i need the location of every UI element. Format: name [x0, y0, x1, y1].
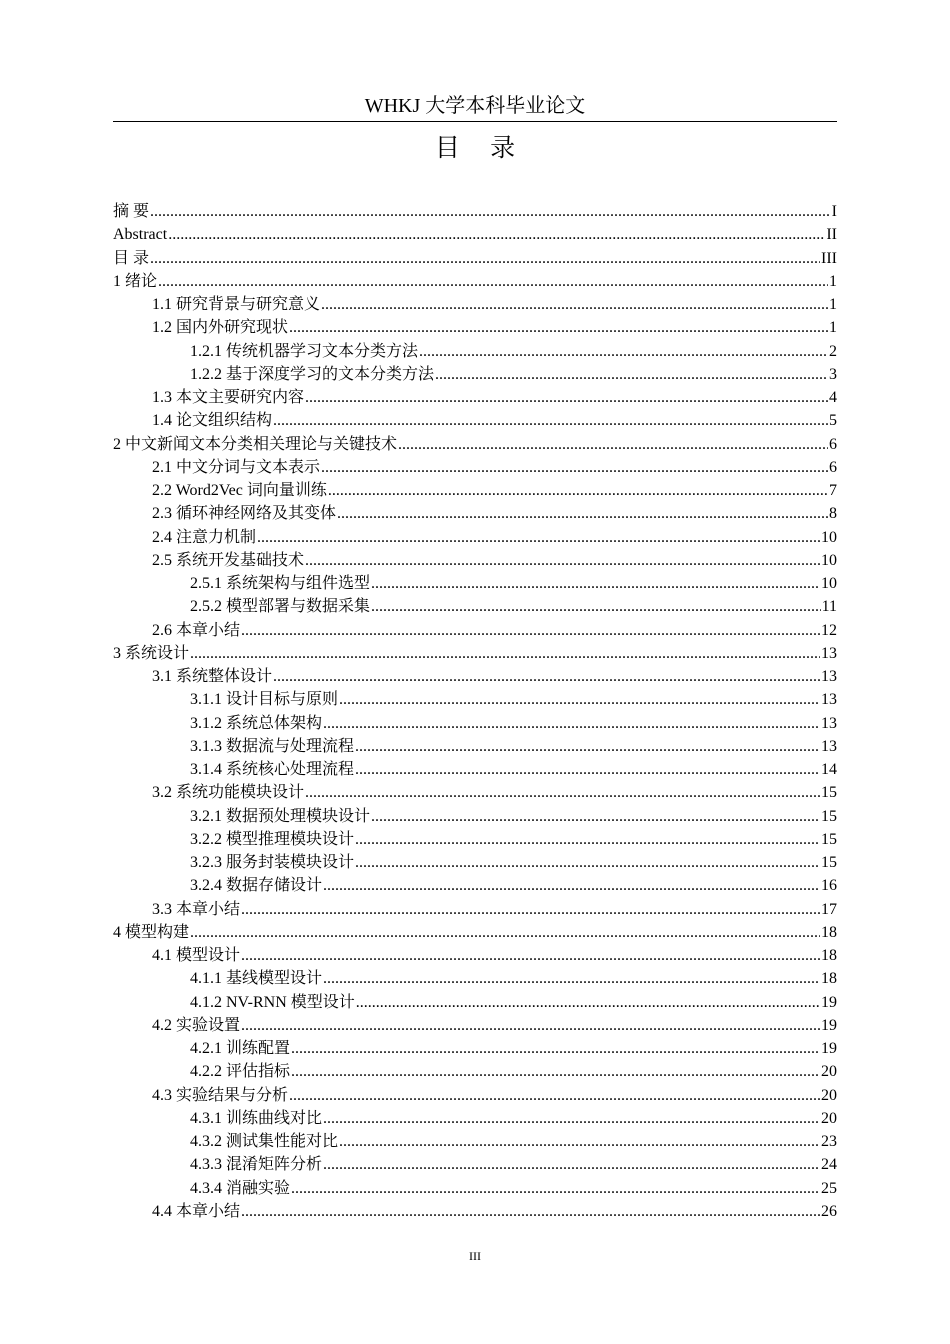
toc-entry-label: 3.2 系统功能模块设计 [152, 784, 305, 802]
toc-entry-label: Abstract [113, 226, 168, 244]
toc-entry-label: 3.3 本章小结 [152, 900, 241, 918]
toc-entry-page: 11 [821, 598, 837, 616]
toc-entry[interactable] [113, 1153, 837, 1176]
toc-entry[interactable] [113, 595, 837, 618]
toc-entry-label: 3.2.4 数据存储设计 [190, 877, 323, 895]
toc-entry[interactable] [113, 781, 837, 804]
toc-entry-label: 4.3.1 训练曲线对比 [190, 1109, 323, 1127]
toc-entry[interactable] [113, 828, 837, 851]
toc-leader-dots [289, 316, 828, 339]
toc-entry-page: 19 [821, 1040, 837, 1057]
toc-entry-label: 2.5 系统开发基础技术 [152, 551, 305, 569]
toc-leader-dots [257, 526, 820, 549]
toc-entry-page: 5 [829, 412, 837, 430]
toc-leader-dots [371, 595, 821, 618]
toc-leader-dots [150, 200, 831, 223]
toc-entry-page: 13 [821, 691, 837, 709]
toc-leader-dots [158, 270, 828, 293]
toc-entry-page: III [821, 249, 837, 267]
toc-entry-label: 2.1 中文分词与文本表示 [152, 458, 321, 476]
toc-entry[interactable] [113, 502, 837, 525]
toc-entry-label: 2.5.1 系统架构与组件选型 [190, 575, 371, 592]
toc-entry-label: 2.3 循环神经网络及其变体 [152, 505, 337, 523]
toc-leader-dots [398, 433, 828, 456]
toc-entry[interactable] [113, 619, 837, 642]
toc-leader-dots [371, 805, 820, 828]
toc-leader-dots [291, 1177, 820, 1200]
toc-entry-label: 1.2 国内外研究现状 [152, 319, 289, 337]
toc-entry[interactable] [113, 572, 837, 595]
toc-entry[interactable] [113, 921, 837, 944]
toc-entry-page: 18 [821, 970, 837, 988]
toc-leader-dots [273, 409, 828, 432]
page-number: III [469, 1249, 481, 1263]
toc-entry-page: I [831, 203, 837, 220]
toc-entry[interactable] [113, 340, 837, 363]
toc-entry-page: 13 [821, 668, 837, 685]
toc-entry-page: 3 [829, 365, 837, 383]
toc-leader-dots [355, 758, 820, 781]
toc-entry-page: 17 [821, 900, 837, 918]
toc-leader-dots [305, 549, 820, 572]
toc-entry-page: II [826, 226, 837, 244]
toc-entry-label: 1.1 研究背景与研究意义 [152, 296, 321, 313]
toc-leader-dots [355, 828, 820, 851]
toc-entry-page: 10 [821, 551, 837, 569]
toc-leader-dots [241, 619, 820, 642]
toc-entry-label: 1.3 本文主要研究内容 [152, 389, 305, 406]
toc-entry-label: 4.2.1 训练配置 [190, 1040, 291, 1057]
toc-entry-label: 4.3.4 消融实验 [190, 1179, 291, 1197]
toc-entry[interactable] [113, 874, 837, 897]
toc-entry[interactable] [113, 1037, 837, 1060]
toc-entry-page: 1 [829, 296, 837, 313]
toc-entry-label: 2.6 本章小结 [152, 621, 241, 639]
toc-entry-label: 4.2.2 评估指标 [190, 1063, 291, 1081]
toc-entry[interactable] [113, 247, 837, 270]
toc-entry[interactable] [113, 200, 837, 223]
toc-entry-label: 1.4 论文组织结构 [152, 412, 273, 430]
toc-entry-label: 4.1.2 NV-RNN 模型设计 [190, 993, 355, 1011]
toc-entry-page: 19 [821, 993, 837, 1011]
toc-leader-dots [241, 944, 820, 967]
toc-entry[interactable] [113, 642, 837, 665]
toc-entry[interactable] [113, 851, 837, 874]
toc-entry-page: 12 [821, 621, 837, 639]
toc-entry-page: 15 [821, 830, 837, 848]
toc-entry-label: 3.1.1 设计目标与原则 [190, 691, 339, 709]
toc-entry[interactable] [113, 270, 837, 293]
running-header: WHKJ 大学本科毕业论文 [364, 95, 586, 117]
toc-entry-page: 6 [829, 435, 837, 453]
toc-leader-dots [241, 898, 820, 921]
toc-entry-label: 1.2.1 传统机器学习文本分类方法 [190, 342, 419, 360]
toc-entry-page: 4 [829, 389, 837, 406]
toc-leader-dots [291, 1037, 820, 1060]
toc-leader-dots [241, 1014, 820, 1037]
toc-entry-page: 15 [821, 784, 837, 802]
toc-entry-label: 2.2 Word2Vec 词向量训练 [152, 482, 327, 499]
toc-entry[interactable] [113, 805, 837, 828]
toc-entry-label: 4.1.1 基线模型设计 [190, 970, 323, 988]
toc-leader-dots [323, 1153, 820, 1176]
toc-entry-page: 19 [821, 1016, 837, 1034]
toc-leader-dots [419, 340, 828, 363]
toc-leader-dots [323, 1107, 820, 1130]
toc-entry[interactable] [113, 1107, 837, 1130]
toc-entry-label: 1.2.2 基于深度学习的文本分类方法 [190, 365, 435, 383]
toc-entry[interactable] [113, 1060, 837, 1083]
toc-entry[interactable] [113, 363, 837, 386]
toc-leader-dots [321, 456, 828, 479]
toc-leader-dots [305, 386, 828, 409]
toc-entry-label: 1 绪论 [113, 272, 158, 290]
toc-entry[interactable] [113, 526, 837, 549]
toc-entry[interactable] [113, 223, 837, 246]
toc-leader-dots [328, 479, 828, 502]
toc-leader-dots [168, 223, 825, 246]
toc-entry[interactable] [113, 688, 837, 711]
toc-entry-label: 4.2 实验设置 [152, 1016, 241, 1034]
toc-entry-page: 2 [829, 342, 837, 360]
toc-entry-label: 3.2.1 数据预处理模块设计 [190, 807, 371, 825]
toc-entry[interactable] [113, 758, 837, 781]
toc-entry-page: 18 [821, 947, 837, 964]
toc-entry-page: 10 [821, 575, 837, 592]
toc-entry-page: 20 [821, 1086, 837, 1104]
toc-entry-page: 8 [829, 505, 837, 523]
toc-leader-dots [289, 1084, 820, 1107]
toc-entry-page: 18 [821, 923, 837, 941]
toc-leader-dots [273, 665, 820, 688]
toc-entry[interactable] [113, 1014, 837, 1037]
toc-entry-label: 3.1 系统整体设计 [152, 668, 273, 685]
toc-entry-label: 4 模型构建 [113, 923, 190, 941]
toc-entry[interactable] [113, 316, 837, 339]
toc-entry-page: 16 [821, 877, 837, 895]
toc-entry[interactable] [113, 433, 837, 456]
toc-entry[interactable] [113, 967, 837, 990]
toc-leader-dots [291, 1060, 820, 1083]
toc-entry-label: 4.1 模型设计 [152, 947, 241, 964]
toc-entry-page: 13 [821, 714, 837, 732]
toc-entry[interactable] [113, 293, 837, 316]
toc-entry[interactable] [113, 409, 837, 432]
toc-entry-page: 6 [829, 458, 837, 476]
toc-leader-dots [323, 874, 820, 897]
toc-entry-label: 4.3.2 测试集性能对比 [190, 1133, 339, 1150]
toc-entry-page: 20 [821, 1109, 837, 1127]
toc-entry-label: 3.1.2 系统总体架构 [190, 714, 323, 732]
toc-entry[interactable] [113, 712, 837, 735]
toc-entry[interactable] [113, 1177, 837, 1200]
toc-entry-page: 13 [821, 737, 837, 755]
toc-entry-label: 目 录 [113, 249, 150, 267]
toc-entry-page: 15 [821, 807, 837, 825]
toc-entry-page: 10 [821, 528, 837, 546]
toc-entry-label: 2.4 注意力机制 [152, 528, 257, 546]
toc-entry-page: 1 [829, 319, 837, 337]
toc-entry-page: 15 [821, 854, 837, 871]
toc-entry-label: 3.1.4 系统核心处理流程 [190, 761, 355, 778]
toc-leader-dots [339, 688, 820, 711]
toc-entry-page: 13 [821, 644, 837, 662]
toc-entry-page: 7 [829, 482, 837, 499]
header-rule [113, 121, 837, 122]
table-of-contents [113, 200, 837, 1223]
toc-leader-dots [355, 851, 820, 874]
toc-title: 目 录 [434, 135, 528, 162]
toc-entry-page: 25 [821, 1179, 837, 1197]
toc-entry[interactable] [113, 1130, 837, 1153]
toc-entry-label: 3.2.3 服务封装模块设计 [190, 854, 355, 871]
toc-leader-dots [323, 967, 820, 990]
toc-leader-dots [339, 1130, 820, 1153]
toc-entry-page: 20 [821, 1063, 837, 1081]
toc-entry[interactable] [113, 735, 837, 758]
toc-leader-dots [323, 712, 820, 735]
toc-leader-dots [190, 642, 820, 665]
toc-entry-label: 4.3 实验结果与分析 [152, 1086, 289, 1104]
toc-entry-page: 26 [821, 1202, 837, 1220]
toc-entry-label: 3.1.3 数据流与处理流程 [190, 737, 355, 755]
toc-leader-dots [305, 781, 820, 804]
toc-entry[interactable] [113, 944, 837, 967]
toc-leader-dots [190, 921, 820, 944]
toc-entry-page: 24 [821, 1156, 837, 1174]
toc-entry[interactable] [113, 991, 837, 1014]
toc-entry-label: 3.2.2 模型推理模块设计 [190, 830, 355, 848]
toc-entry-label: 3 系统设计 [113, 644, 190, 662]
toc-entry[interactable] [113, 665, 837, 688]
toc-entry-label: 2 中文新闻文本分类相关理论与关键技术 [113, 435, 398, 453]
toc-entry[interactable] [113, 479, 837, 502]
toc-entry[interactable] [113, 898, 837, 921]
toc-entry-label: 4.4 本章小结 [152, 1202, 241, 1220]
toc-entry-label: 摘 要 [113, 203, 150, 220]
toc-entry[interactable] [113, 549, 837, 572]
toc-entry-page: 14 [821, 761, 837, 778]
toc-entry[interactable] [113, 456, 837, 479]
toc-leader-dots [241, 1200, 820, 1223]
toc-leader-dots [337, 502, 828, 525]
toc-leader-dots [435, 363, 828, 386]
toc-leader-dots [355, 735, 820, 758]
toc-entry-page: 1 [829, 272, 837, 290]
toc-entry-label: 2.5.2 模型部署与数据采集 [190, 598, 371, 616]
toc-leader-dots [356, 991, 820, 1014]
toc-leader-dots [321, 293, 828, 316]
toc-entry-page: 23 [821, 1133, 837, 1150]
toc-entry[interactable] [113, 1084, 837, 1107]
toc-entry-label: 4.3.3 混淆矩阵分析 [190, 1156, 323, 1174]
toc-entry[interactable] [113, 1200, 837, 1223]
toc-leader-dots [371, 572, 820, 595]
toc-leader-dots [150, 247, 820, 270]
toc-entry[interactable] [113, 386, 837, 409]
